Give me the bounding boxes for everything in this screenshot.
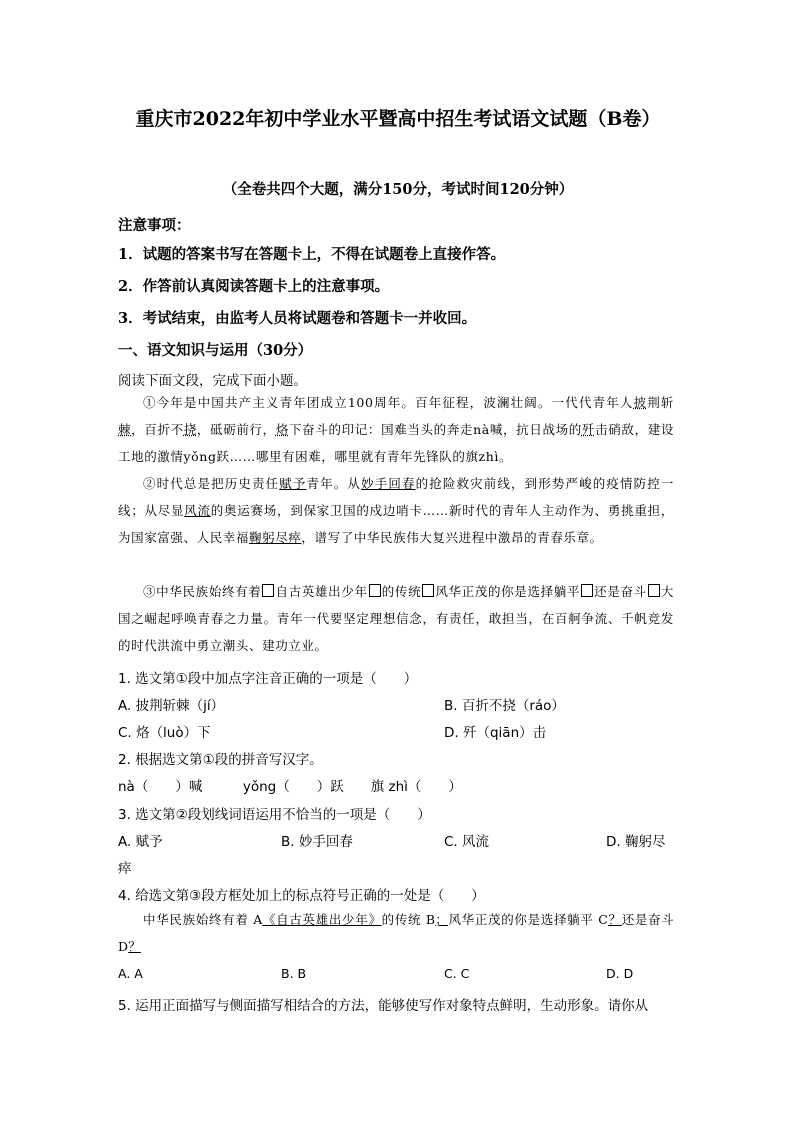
- p1-text: ，砥砺前行，: [196, 422, 276, 437]
- p2-text: 青年。从: [306, 476, 362, 491]
- question-3-stem: 3. 选文第②段划线词语运用不恰当的一项是（ ）: [118, 807, 431, 823]
- passage-paragraph-2: [118, 470, 674, 551]
- dotted-char: 披: [633, 395, 648, 410]
- question-4-option-c[interactable]: C. C: [444, 966, 470, 981]
- blank-box: [422, 584, 434, 597]
- p1-text: ①今年是中国共产主义青年团成立100周年。百年征程，波澜壮阔。一代代青年人: [143, 395, 634, 410]
- notice-heading: 注意事项：: [118, 217, 191, 234]
- quote-text: 风华正茂的你是选择躺平 C: [447, 912, 608, 927]
- question-5-stem: 5. 运用正面描写与侧面描写相结合的方法，能够使写作对象特点鲜明，生动形象。请你从: [118, 998, 649, 1014]
- p3-text: 还是奋斗: [594, 584, 647, 599]
- question-2-stem: 2. 根据选文第①段的拼音写汉字。: [118, 752, 323, 768]
- passage-paragraph-3: [118, 578, 674, 659]
- question-3-option-a[interactable]: A. 赋予: [118, 834, 163, 850]
- underlined-word: 鞠躬尽瘁: [249, 530, 302, 545]
- notice-item-2: 2．作答前认真阅读答题卡上的注意事项。: [118, 278, 390, 295]
- reading-intro: 阅读下面文段，完成下面小题。: [118, 373, 307, 389]
- question-1-option-c[interactable]: C. 烙（luò）下: [118, 725, 211, 741]
- question-1-option-b[interactable]: B. 百折不挠（ráo）: [444, 698, 565, 714]
- question-1-option-d[interactable]: D. 歼（qiān）击: [444, 725, 547, 741]
- underlined-mark: ？: [608, 912, 622, 927]
- exam-subtitle: （全卷共四个大题，满分150分，考试时间120分钟）: [222, 181, 574, 198]
- p1-text: ，百折不: [131, 422, 184, 437]
- p2-text: ，谱写了中华民族伟大复兴进程中激昂的青春乐章。: [301, 530, 603, 545]
- question-1-option-a[interactable]: A. 披荆斩棘（jí）: [118, 698, 225, 714]
- question-4-option-a[interactable]: A. A: [118, 966, 143, 981]
- notice-item-1: 1．试题的答案书写在答题卡上，不得在试题卷上直接作答。: [118, 246, 506, 263]
- section-heading: 一、语文知识与运用（30分）: [118, 342, 313, 359]
- quote-text: 中华民族始终有着 A: [143, 912, 263, 927]
- dotted-char: 挠: [183, 422, 197, 437]
- p3-text: 大国之崛起呼唤青春之力量。青年一代要坚定理想信念，有责任，敢担当，在百舸争流、千帆竞发的时代洪流中勇立潮头、建功立业。: [118, 584, 674, 653]
- underlined-mark: 《自古英雄出少年》: [262, 912, 382, 927]
- p2-text: 的奥运赛场，到保家卫国的戍边哨卡……新时代的青年人主动作为、勇挑重担，为国家富强、人民幸福: [118, 503, 674, 545]
- passage-paragraph-1: [118, 389, 674, 470]
- dotted-char: 歼: [581, 422, 596, 437]
- underlined-word: 风流: [184, 503, 211, 518]
- question-4-option-d[interactable]: D. D: [606, 966, 634, 981]
- question-2-blanks: nà（ ）喊 yǒng（ ）跃 旗 zhì（ ）: [118, 779, 462, 795]
- p1-text: 下奋斗的印记：国难当头的奔走nà喊，抗日战场的: [289, 422, 582, 437]
- quote-text: 奋斗 D: [118, 912, 674, 954]
- question-1-stem: 1. 选文第①段中加点字注音正确的一项是（ ）: [118, 671, 418, 687]
- underlined-word: 妙手回春: [361, 476, 416, 491]
- quote-text: 还是: [621, 912, 649, 927]
- question-3-option-b[interactable]: B. 妙手回春: [281, 834, 353, 850]
- quote-text: 的传统 B: [381, 912, 436, 927]
- p1-text: 荆斩: [647, 395, 675, 410]
- question-3-option-d-wrap: 瘁: [118, 861, 132, 877]
- dotted-char: 棘: [118, 422, 132, 437]
- underlined-mark: ；: [435, 912, 448, 927]
- dotted-char: 烙: [275, 422, 289, 437]
- p2-text: ②时代总是把历史责任: [143, 476, 280, 491]
- blank-box: [648, 584, 660, 597]
- question-3-option-c[interactable]: C. 风流: [444, 834, 490, 850]
- blank-box: [369, 584, 381, 597]
- page-title: 重庆市2022年初中学业水平暨高中招生考试语文试题（B卷）: [135, 108, 661, 130]
- p3-text: ③中华民族始终有着: [143, 584, 262, 599]
- blank-box: [262, 584, 274, 597]
- p3-text: 自古英雄出少年: [275, 584, 368, 599]
- p2-text: 的抢险救灾前线，到形势严峻的疫情防控一线；从尽显: [118, 476, 674, 518]
- p3-text: 风华正茂的你是选择躺平: [435, 584, 581, 599]
- question-4-quote: [118, 906, 674, 960]
- question-4-option-b[interactable]: B. B: [281, 966, 307, 981]
- underlined-word: 赋予: [279, 476, 307, 491]
- notice-item-3: 3．考试结束，由监考人员将试题卷和答题卡一并收回。: [118, 310, 477, 327]
- question-3-option-d[interactable]: D. 鞠躬尽: [606, 834, 666, 850]
- p1-text: 击硝敌，建设工地的激情yǒng跃……哪里有困难，哪里就有青年先锋队的旗zhì。: [118, 422, 674, 464]
- blank-box: [581, 584, 593, 597]
- p3-text: 的传统: [381, 584, 422, 599]
- underlined-mark: ？: [128, 939, 141, 954]
- question-4-stem: 4. 给选文第③段方框处加上的标点符号正确的一处是（ ）: [118, 888, 485, 904]
